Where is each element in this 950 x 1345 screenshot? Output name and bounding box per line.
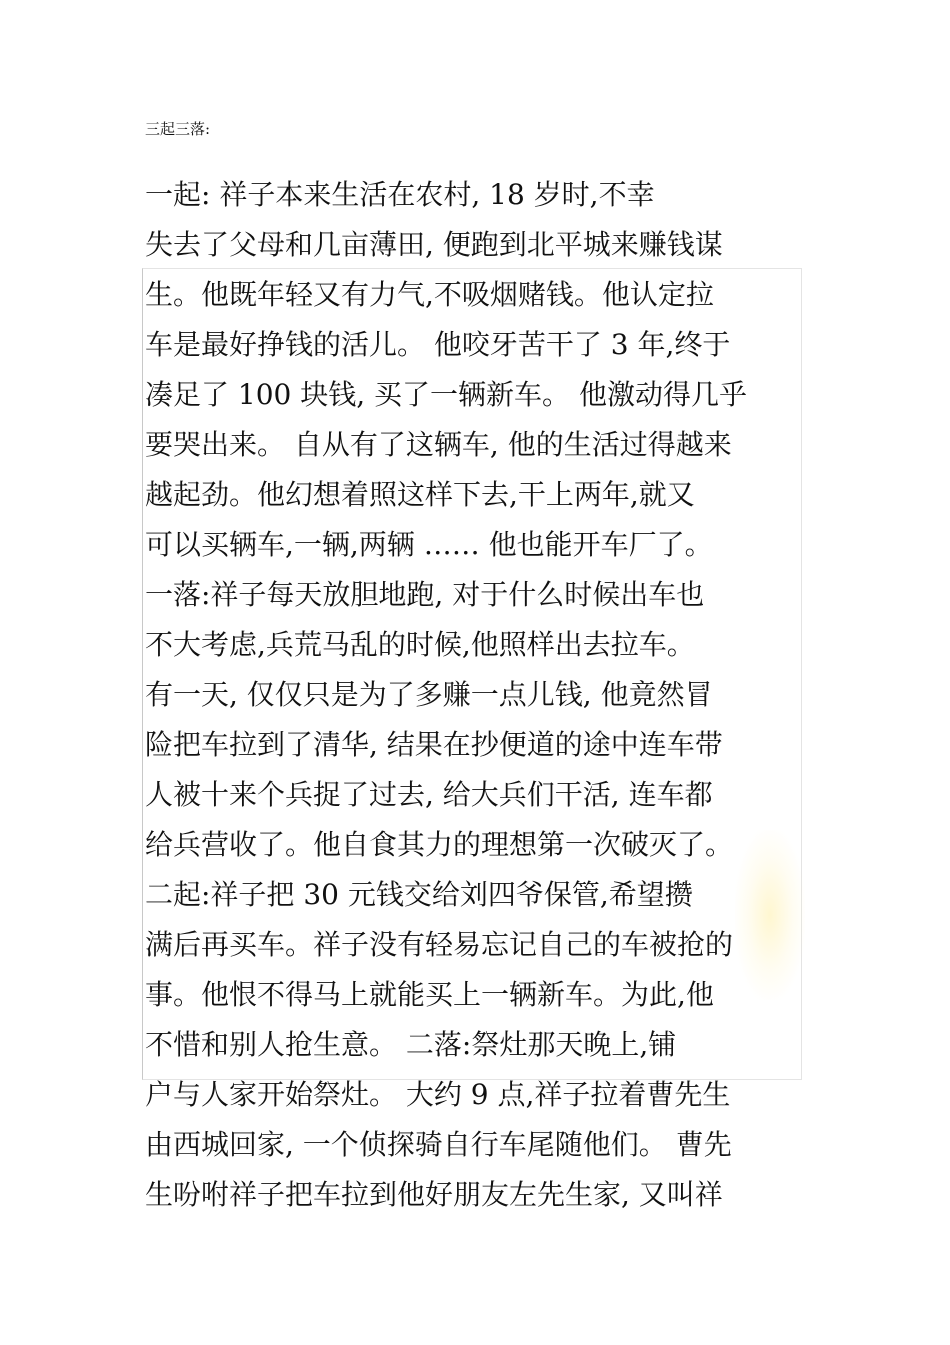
text-line: 生吩咐祥子把车拉到他好朋友左先生家, 又叫祥 [145,1178,723,1211]
text-line: 由西城回家, 一个侦探骑自行车尾随他们。 曹先 [145,1128,732,1161]
section-heading: 三起三落: [145,120,211,138]
text-line: 车是最好挣钱的活儿。 他咬牙苦干了 3 年,终于 [145,328,731,361]
text-line: 一落:祥子每天放胆地跑, 对于什么时候出车也 [145,578,705,611]
text-line: 户与人家开始祭灶。 大约 9 点,祥子拉着曹先生 [145,1078,731,1111]
text-line: 生。他既年轻又有力气,不吸烟赌钱。他认定拉 [145,278,714,311]
text-line: 给兵营收了。他自食其力的理想第一次破灭了。 [145,828,734,861]
text-line: 可以买辆车,一辆,两辆 …… 他也能开车厂了。 [145,528,713,561]
text-line: 不惜和别人抢生意。 二落:祭灶那天晚上,铺 [145,1028,677,1061]
text-line: 凑足了 100 块钱, 买了一辆新车。 他激动得几乎 [145,378,747,411]
text-line: 不大考虑,兵荒马乱的时候,他照样出去拉车。 [145,628,695,661]
text-line: 险把车拉到了清华, 结果在抄便道的途中连车带 [145,728,723,761]
text-line: 一起: 祥子本来生活在农村, 18 岁时,不幸 [145,178,655,211]
text-line: 有一天, 仅仅只是为了多赚一点儿钱, 他竟然冒 [145,678,713,711]
text-line: 要哭出来。 自从有了这辆车, 他的生活过得越来 [145,428,732,461]
text-line: 失去了父母和几亩薄田, 便跑到北平城来赚钱谋 [145,228,723,261]
text-line: 二起:祥子把 30 元钱交给刘四爷保管,希望攒 [145,878,693,911]
text-line: 满后再买车。祥子没有轻易忘记自己的车被抢的 [145,928,734,961]
body-text [145,170,810,1220]
text-line: 越起劲。他幻想着照这样下去,干上两年,就又 [145,478,695,511]
text-line: 人被十来个兵捉了过去, 给大兵们干活, 连车都 [145,778,713,811]
text-line: 事。他恨不得马上就能买上一辆新车。为此,他 [145,978,714,1011]
